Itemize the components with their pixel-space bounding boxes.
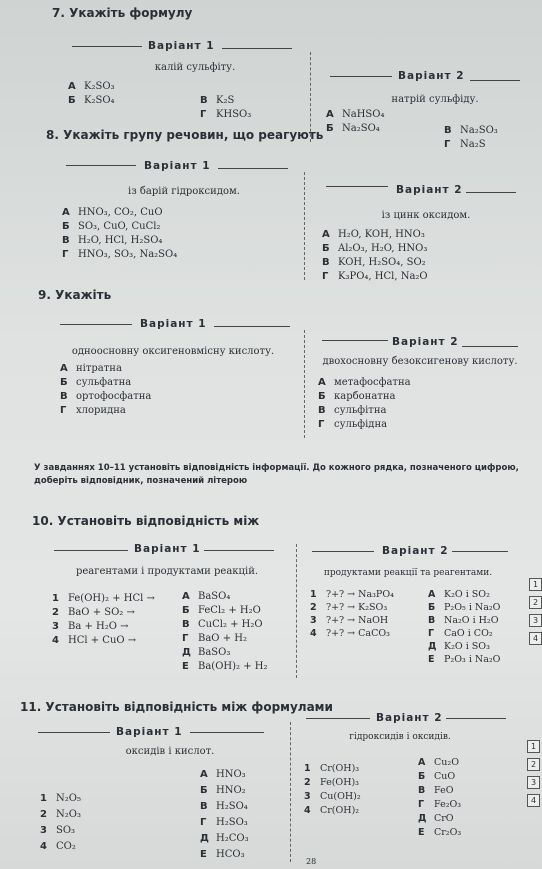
q9-v1-rule-left — [60, 324, 132, 325]
q7-v1-option-a: А K₂SO₃ — [68, 81, 115, 92]
q8-v1-option-b: Б SO₃, CuO, CuCl₂ — [62, 221, 161, 232]
q11-v1-right-a: А HNO₃ — [200, 769, 246, 780]
q11-v2-left-1: 1 Cr(OH)₃ — [304, 763, 360, 774]
q9-v1-option-b: Б сульфатна — [60, 377, 132, 388]
q7-v2-rule-right — [470, 80, 520, 81]
q10-v1-rule-right — [204, 550, 274, 551]
q10-v1-right-c: В CuCl₂ + H₂O — [182, 619, 263, 630]
q7-v2-option-d: Г Na₂S — [444, 139, 486, 150]
q10-answer-box-3[interactable]: 3 — [529, 614, 542, 627]
q10-v2-right-d: Г CaO і CO₂ — [428, 628, 493, 639]
q8-v2-rule-right — [466, 192, 516, 193]
q10-v2-right-e: Д K₂O і SO₃ — [428, 641, 490, 652]
q11-v1-rule-right — [190, 732, 264, 733]
q10-v2-right-c: В Na₂O і H₂O — [428, 615, 499, 626]
q11-v2-label: Варіант 2 — [376, 712, 443, 724]
q8-v2-option-c: В KOH, H₂SO₄, SO₂ — [322, 257, 426, 268]
q11-title: 11. Установіть відповідність між формулами — [20, 700, 333, 714]
q8-v1-rule-left — [66, 165, 136, 166]
q11-v1-left-4: 4 CO₂ — [40, 841, 76, 852]
instruction-line-1: У завданнях 10–11 установіть відповідність інформації. До кожного рядка, позначеного цифрою, — [34, 463, 519, 473]
q10-v2-left-1: 1 ?+? → Na₃PO₄ — [310, 589, 394, 600]
q8-v2-rule-left — [326, 186, 388, 187]
q8-v1-rule-right — [218, 168, 288, 169]
q11-v2-subtitle: гідроксидів і оксидів. — [349, 732, 451, 742]
q11-v2-right-c: В FeO — [418, 785, 454, 796]
q10-v1-right-e: Д BaSO₃ — [182, 647, 231, 658]
q11-v1-right-c: В H₂SO₄ — [200, 801, 248, 812]
q11-answer-box-3[interactable]: 3 — [527, 776, 540, 789]
q8-v1-subtitle: із барій гідроксидом. — [128, 186, 240, 197]
q10-v1-left-3: 3 Ba + H₂O → — [52, 621, 129, 632]
q10-v1-rule-left — [54, 550, 128, 551]
q11-v2-left-3: 3 Cu(OH)₂ — [304, 791, 361, 802]
q11-v1-left-1: 1 N₂O₅ — [40, 793, 81, 804]
q9-v2-rule-left — [322, 340, 388, 341]
q10-v1-right-a: А BaSO₄ — [182, 591, 231, 602]
q10-v2-label: Варіант 2 — [382, 545, 449, 557]
q10-v2-right-b: Б P₂O₅ і Na₂O — [428, 602, 501, 613]
q9-column-divider — [304, 330, 305, 438]
q11-v2-right-a: А Cu₂O — [418, 757, 459, 768]
q7-v1-option-d: Г KHSO₃ — [200, 109, 252, 120]
q7-v1-subtitle: калій сульфіту. — [154, 62, 236, 73]
q11-v2-right-d: Г Fe₂O₃ — [418, 799, 462, 810]
q9-v2-option-a: А метафосфатна — [318, 377, 411, 388]
q10-v2-subtitle: продуктами реакції та реагентами. — [323, 568, 493, 578]
q11-v1-right-e: Д H₂CO₃ — [200, 833, 249, 844]
q9-v2-label: Варіант 2 — [392, 336, 459, 348]
q10-v1-right-b: Б FeCl₂ + H₂O — [182, 605, 261, 616]
q8-v2-subtitle: із цинк оксидом. — [381, 210, 471, 221]
q8-v2-option-a: А H₂O, KOH, HNO₃ — [322, 229, 425, 240]
q11-v1-right-b: Б HNO₂ — [200, 785, 246, 796]
q8-v1-option-a: А HNO₃, CO₂, CuO — [62, 207, 163, 218]
q10-v2-left-4: 4 ?+? → CaCO₃ — [310, 628, 390, 639]
q7-v1-option-b: Б K₂SO₄ — [68, 95, 115, 106]
q7-title: 7. Укажіть формулу — [52, 6, 193, 20]
q8-v2-label: Варіант 2 — [396, 184, 463, 196]
q11-v1-subtitle: оксидів і кислот. — [125, 746, 215, 757]
q10-v1-right-f: Е Ba(OH)₂ + H₂ — [182, 661, 268, 672]
q11-answer-box-2[interactable]: 2 — [527, 758, 540, 771]
q10-column-divider — [296, 544, 297, 678]
q9-v1-option-a: А нітратна — [60, 363, 122, 374]
q10-title: 10. Установіть відповідність між — [32, 514, 260, 528]
q11-column-divider — [290, 722, 291, 862]
q9-title: 9. Укажіть — [38, 288, 112, 302]
q7-v1-option-c: В K₂S — [200, 95, 235, 106]
q11-v1-label: Варіант 1 — [116, 726, 183, 738]
q9-v1-rule-right — [214, 326, 290, 327]
page-number: 28 — [306, 857, 317, 866]
q9-v2-rule-right — [462, 346, 518, 347]
q7-v2-label: Варіант 2 — [398, 70, 465, 82]
matching-instruction — [34, 462, 534, 488]
q10-answer-box-1[interactable]: 1 — [529, 578, 542, 591]
q10-answer-box-2[interactable]: 2 — [529, 596, 542, 609]
q11-answer-box-4[interactable]: 4 — [527, 794, 540, 807]
q10-v1-left-2: 2 BaO + SO₂ → — [52, 607, 135, 618]
q8-column-divider — [304, 172, 305, 280]
q9-v1-label: Варіант 1 — [140, 318, 207, 330]
q9-v1-option-d: Г хлоридна — [60, 405, 126, 416]
q10-v1-right-d: Г BaO + H₂ — [182, 633, 247, 644]
q11-v1-rule-left — [38, 732, 110, 733]
q10-v2-left-2: 2 ?+? → K₂SO₃ — [310, 602, 388, 613]
q8-title: 8. Укажіть групу речовин, що реагують — [46, 128, 324, 142]
q10-v2-rule-right — [452, 551, 508, 552]
q9-v1-subtitle: одноосновну оксигеновмісну кислоту. — [71, 346, 275, 357]
q11-v2-rule-left — [306, 718, 370, 719]
q10-v1-left-4: 4 HCl + CuO → — [52, 635, 137, 646]
q7-v1-rule-left — [72, 46, 142, 47]
q10-v2-right-f: Е P₂O₃ і Na₂O — [428, 654, 501, 665]
q11-v1-right-d: Г H₂SO₃ — [200, 817, 248, 828]
q7-v2-option-c: В Na₂SO₃ — [444, 125, 498, 136]
q10-v2-right-a: А K₂O і SO₂ — [428, 589, 490, 600]
q7-v1-label: Варіант 1 — [148, 40, 215, 52]
q11-v1-left-2: 2 N₂O₃ — [40, 809, 81, 820]
q10-answer-box-4[interactable]: 4 — [529, 632, 542, 645]
q8-v2-option-b: Б Al₂O₃, H₂O, HNO₃ — [322, 243, 428, 254]
q11-v2-right-f: Е Cr₂O₃ — [418, 827, 462, 838]
q7-v1-rule-right — [222, 48, 292, 49]
q10-v1-left-1: 1 Fe(OH)₂ + HCl → — [52, 593, 155, 604]
q11-v2-left-4: 4 Cr(OH)₂ — [304, 805, 360, 816]
q7-v2-option-b: Б Na₂SO₄ — [326, 123, 380, 134]
q9-v1-option-c: В ортофосфатна — [60, 391, 152, 402]
q7-v2-subtitle: натрій сульфіду. — [391, 94, 479, 105]
q10-v1-subtitle: реагентами і продуктами реакцій. — [75, 566, 259, 577]
q11-answer-box-1[interactable]: 1 — [527, 740, 540, 753]
q7-v2-option-a: А NaHSO₄ — [326, 109, 385, 120]
q11-v2-right-b: Б CuO — [418, 771, 456, 782]
q11-v1-left-3: 3 SO₃ — [40, 825, 76, 836]
q10-v2-left-3: 3 ?+? → NaOH — [310, 615, 389, 626]
q8-v2-option-d: Г K₃PO₄, HCl, Na₂O — [322, 271, 428, 282]
q7-v2-rule-left — [330, 76, 392, 77]
q9-v2-option-d: Г сульфідна — [318, 419, 388, 430]
q9-v2-option-c: В сульфітна — [318, 405, 387, 416]
q9-v2-subtitle: двохосновну безоксигенову кислоту. — [322, 356, 518, 367]
q11-v1-right-f: Е HCO₃ — [200, 849, 245, 860]
q8-v1-option-c: В H₂O, HCl, H₂SO₄ — [62, 235, 163, 246]
instruction-line-2: доберіть відповідник, позначений літерою — [34, 476, 248, 486]
q11-v2-left-2: 2 Fe(OH)₃ — [304, 777, 359, 788]
q11-v2-right-e: Д CrO — [418, 813, 454, 824]
q10-v1-label: Варіант 1 — [134, 543, 201, 555]
q8-v1-option-d: Г HNO₃, SO₃, Na₂SO₄ — [62, 249, 178, 260]
q11-v2-rule-right — [446, 718, 506, 719]
q8-v1-label: Варіант 1 — [144, 160, 211, 172]
q9-v2-option-b: Б карбонатна — [318, 391, 396, 402]
q10-v2-rule-left — [312, 551, 374, 552]
